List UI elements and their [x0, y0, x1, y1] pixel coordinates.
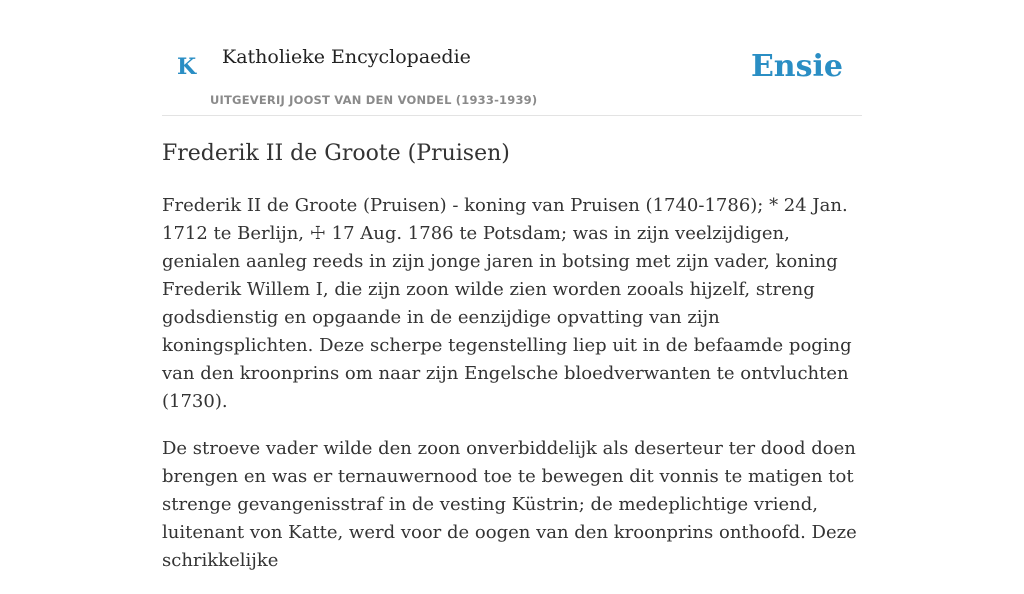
publisher-subtitle: UITGEVERIJ JOOST VAN DEN VONDEL (1933-1939): [210, 93, 538, 107]
site-title[interactable]: Katholieke Encyclopaedie: [222, 46, 471, 68]
brand-logo[interactable]: Ensie: [750, 49, 843, 84]
article-paragraph-2: De stroeve vader wilde den zoon onverbiddelijk als deserteur ter dood doen brengen en was er ternauwernood toe te bewegen dit vonnis te matigen tot strenge gevangenisstraf in de vesting Küstrin; de medeplichtige vriend, luitenant von Katte, werd voor de oogen van den kroonprins onthoofd. Deze schrikkelijke: [162, 438, 857, 571]
logo-icon[interactable]: K: [177, 54, 197, 80]
article-title: Frederik II de Groote (Pruisen): [162, 141, 510, 166]
site-header: [162, 0, 862, 116]
article-body: [162, 192, 866, 594]
article-paragraph-1: Frederik II de Groote (Pruisen) - koning van Pruisen (1740-1786); * 24 Jan. 1712 te Berlijn, ☩ 17 Aug. 1786 te Potsdam; was in zijn veelzijdigen, genialen aanleg reeds in zijn jonge jaren in botsing met zijn vader, koning Frederik Willem I, die zijn zoon wilde zien worden zooals hijzelf, streng godsdienstig en opgaande in de eenzijdige opvatting van zijn koningsplichten. Deze scherpe tegenstelling liep uit in de befaamde poging van den kroonprins om naar zijn Engelsche bloedverwanten te ontvluchten (1730).: [162, 195, 852, 412]
